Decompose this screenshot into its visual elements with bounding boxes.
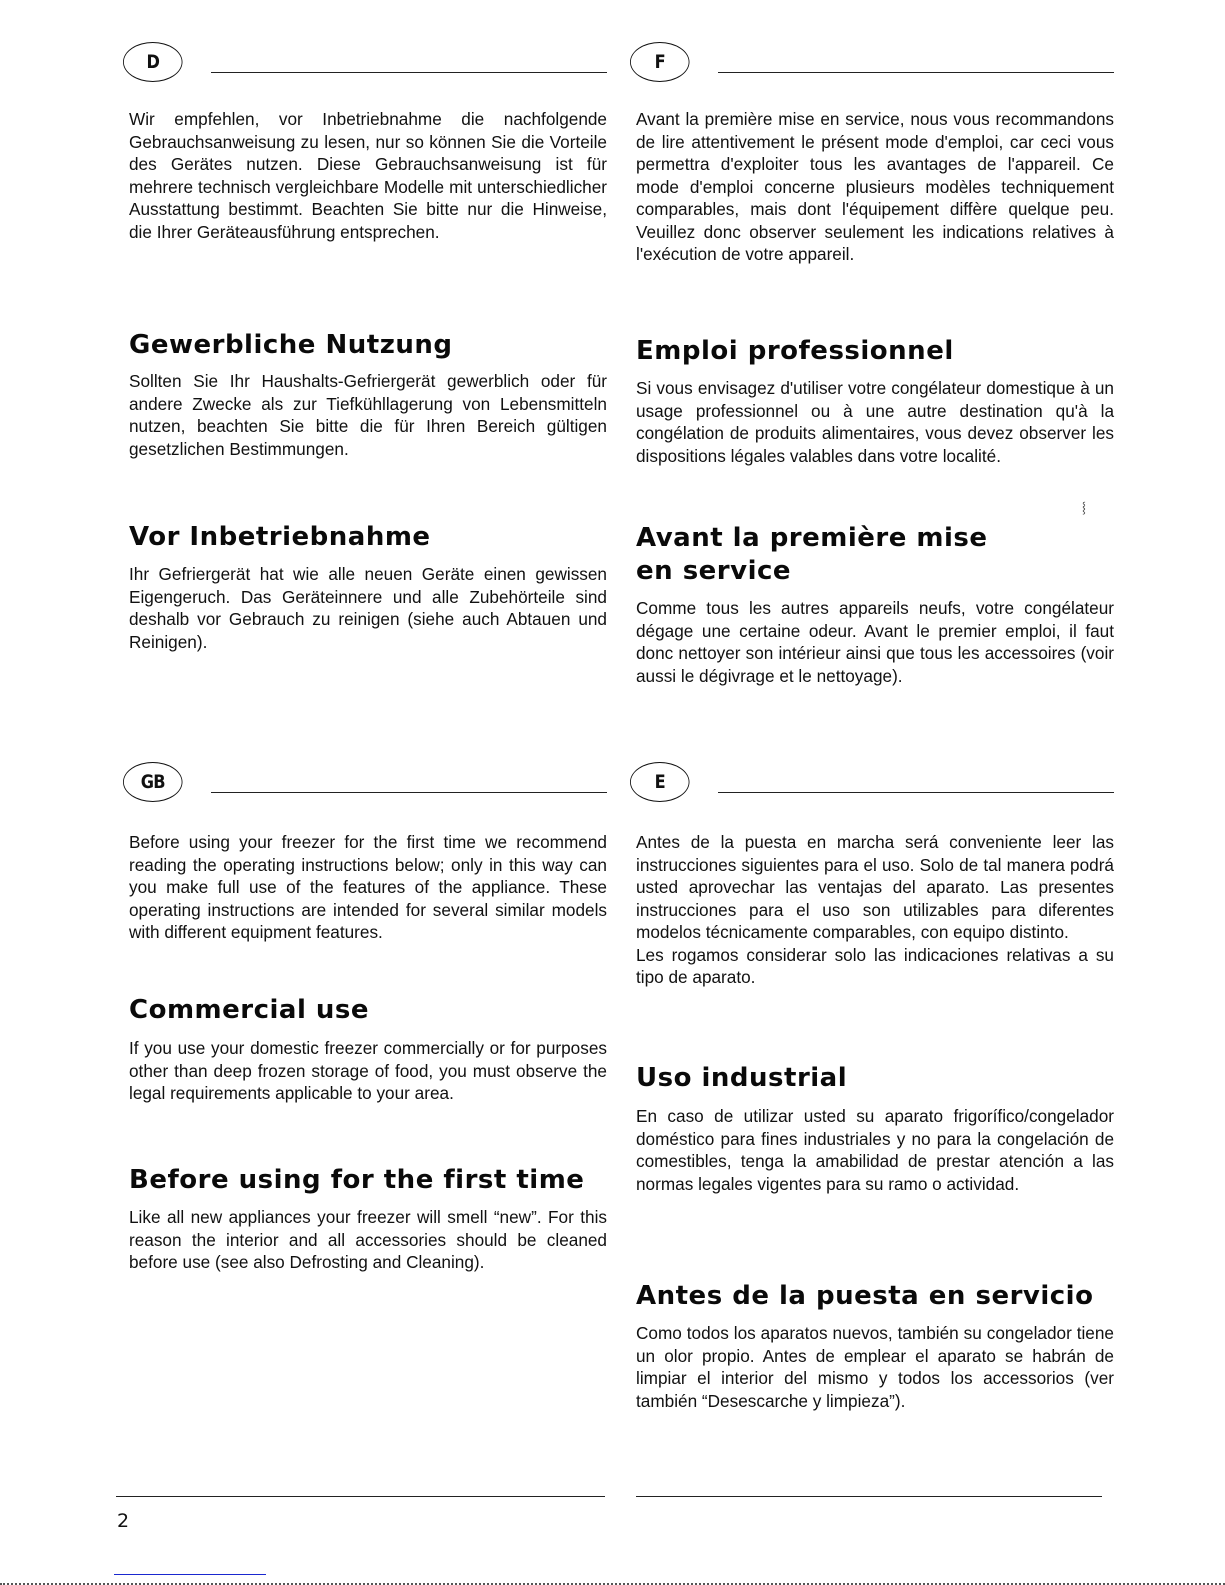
header-rule	[211, 72, 607, 73]
para-de-2-wrap	[129, 563, 607, 653]
para-fr-2-wrap	[636, 597, 1114, 687]
heading-fr-1-wrap	[636, 335, 1114, 368]
para-es-2-wrap	[636, 1322, 1114, 1412]
intro-text-de: Wir empfehlen, vor Inbetriebnahme die nachfolgende Gebrauchsanweisung zu lesen, nur so können Sie die Vorteile des Gerätes nutzen. Diese Gebrauchsanweisung ist für mehrere technisch vergleichbare Modelle mit unterschiedlicher Ausstattung bestimmt. Beachten Sie bitte nur die Hinweise, die Ihrer Geräteausführung entsprechen.	[129, 109, 607, 242]
header-rule	[718, 72, 1114, 73]
paragraph-first-use-de: Ihr Gefriergerät hat wie alle neuen Geräte einen gewissen Eigengeruch. Das Geräteinnere und alle Zubehörteile sind deshalb vor Gebrauch zu reinigen (siehe auch Abtauen und Reinigen).	[129, 564, 607, 652]
paragraph-commercial-use-es: En caso de utilizar usted su aparato frigorífico/congelador doméstico para fines industriales y no para la congelación de comestibles, tenga la amabilidad de prestar atención a las normas legales vigentes para su ramo o actividad.	[636, 1106, 1114, 1194]
section-english	[129, 762, 607, 822]
heading-commercial-use-es: Uso industrial	[636, 1063, 848, 1093]
language-badge-fr: F	[630, 42, 690, 82]
scan-blue-line	[114, 1574, 266, 1575]
heading-commercial-use-fr: Emploi professionnel	[636, 336, 954, 366]
language-badge-gb: GB	[123, 762, 183, 802]
heading-first-use-es: Antes de la puesta en servicio	[636, 1281, 1094, 1311]
section-german	[129, 42, 607, 102]
heading-commercial-use-de: Gewerbliche Nutzung	[129, 330, 453, 360]
language-header-fr	[636, 42, 1114, 102]
para-gb-2-wrap	[129, 1206, 607, 1274]
paragraph-first-use-fr: Comme tous les autres appareils neufs, votre congélateur dégage une certaine odeur. Avant le premier emploi, il faut donc nettoyer son intérieur ainsi que tous les accessoires (voir aussi le dégivrage et le nettoyage).	[636, 598, 1114, 686]
language-badge-de: D	[123, 42, 183, 82]
heading-es-2-wrap	[636, 1280, 1114, 1313]
header-rule	[718, 792, 1114, 793]
language-header-es	[636, 762, 1114, 822]
heading-first-use-gb: Before using for the first time	[129, 1165, 585, 1195]
intro-gb-wrap	[129, 831, 607, 944]
footer-rule-left	[116, 1496, 605, 1497]
paragraph-first-use-gb: Like all new appliances your freezer will smell “new”. For this reason the interior and all accessories should be cleaned before use (see also Defrosting and Cleaning).	[129, 1207, 607, 1272]
heading-gb-2-wrap	[129, 1164, 607, 1197]
scan-artifact: ⸾	[1082, 502, 1086, 514]
paragraph-commercial-use-gb: If you use your domestic freezer commercially or for purposes other than deep frozen storage of food, you must observe the legal requirements applicable to your area.	[129, 1038, 607, 1103]
intro-text-es-2: Les rogamos considerar solo las indicaciones relativas a su tipo de aparato.	[636, 944, 1114, 987]
language-header-de	[129, 42, 607, 102]
heading-de-2-wrap	[129, 521, 607, 554]
intro-fr-wrap	[636, 108, 1114, 266]
footer-rule-right	[636, 1496, 1102, 1497]
heading-first-use-fr-line1: Avant la première mise	[636, 523, 988, 553]
para-gb-1-wrap	[129, 1037, 607, 1105]
section-spanish	[636, 762, 1114, 822]
heading-fr-2-wrap	[636, 522, 1114, 588]
heading-first-use-de: Vor Inbetriebnahme	[129, 522, 431, 552]
section-french	[636, 42, 1114, 102]
heading-first-use-fr-line2: en service	[636, 556, 792, 586]
para-de-1-wrap	[129, 370, 607, 460]
intro-de-wrap	[129, 108, 607, 243]
language-badge-es: E	[630, 762, 690, 802]
para-es-1-wrap	[636, 1105, 1114, 1195]
heading-commercial-use-gb: Commercial use	[129, 995, 370, 1025]
heading-es-1-wrap	[636, 1062, 1114, 1095]
heading-gb-1-wrap	[129, 994, 607, 1027]
intro-es-wrap	[636, 831, 1114, 989]
para-fr-1-wrap	[636, 377, 1114, 467]
heading-first-use-fr	[636, 522, 1114, 588]
language-header-gb	[129, 762, 607, 822]
heading-de-1-wrap	[129, 329, 607, 362]
header-rule	[211, 792, 607, 793]
page-number: 2	[117, 1510, 130, 1532]
paragraph-first-use-es: Como todos los aparatos nuevos, también su congelador tiene un olor propio. Antes de emplear el aparato se habrán de limpiar el interior del mismo y todos los accessorios (ver también “Desescarche y limpieza”).	[636, 1323, 1114, 1411]
paragraph-commercial-use-de: Sollten Sie Ihr Haushalts-Gefriergerät gewerblich oder für andere Zwecke als zur Tiefkühllagerung von Lebensmitteln nutzen, beachten Sie bitte die für Ihren Bereich gültigen gesetzlichen Bestimmungen.	[129, 371, 607, 459]
intro-text-gb: Before using your freezer for the first time we recommend reading the operating instructions below; only in this way can you make full use of the features of the appliance. These operating instructions are intended for several similar models with different equipment features.	[129, 832, 607, 942]
intro-text-es: Antes de la puesta en marcha será conveniente leer las instrucciones siguientes para el uso. Solo de tal manera podrá usted aprovechar las ventajas del aparato. Las presentes instrucciones para el uso son utilizables para diferentes modelos técnicamente comparables, con equipo distinto.	[636, 832, 1114, 942]
intro-text-fr: Avant la première mise en service, nous vous recommandons de lire attentivement le présent mode d'emploi, car ceci vous permettra d'exploiter tous les avantages de l'appareil. Ce mode d'emploi concerne plusieurs modèles techniquement comparables, mais dont l'équipement diffère quelque peu. Veuillez donc observer seulement les indications relatives à l'exécution de votre appareil.	[636, 109, 1114, 264]
paragraph-commercial-use-fr: Si vous envisagez d'utiliser votre congélateur domestique à un usage professionnel ou à une autre destination qu'à la congélation de produits alimentaires, vous devez observer les dispositions légales valables dans votre localité.	[636, 378, 1114, 466]
